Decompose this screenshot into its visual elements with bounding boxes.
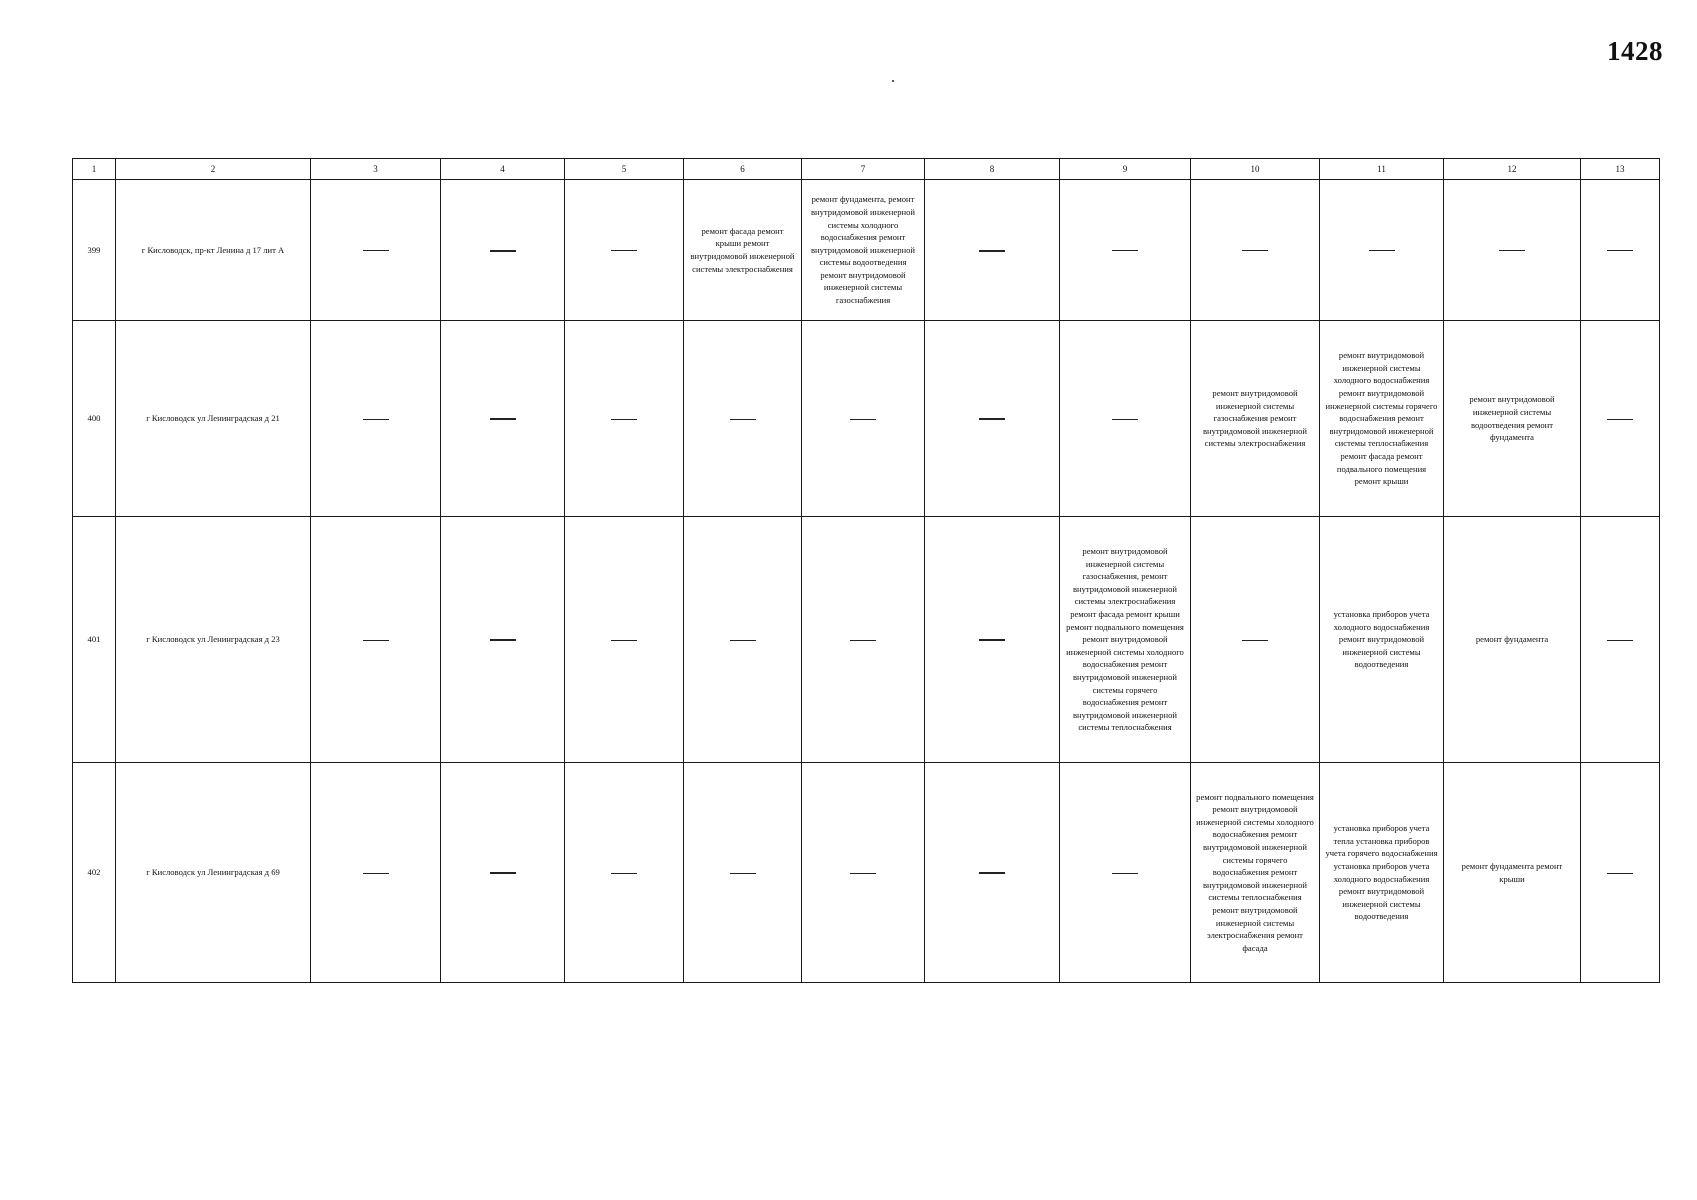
dash-mark xyxy=(611,873,637,874)
work-description-cell xyxy=(1060,517,1191,763)
work-description: ремонт внутридомовой инженерной системы газоснабжения, ремонт внутридомовой инженерной системы электроснабжения ремонт фасада ремонт крыши ремонт подвального помещения ремонт внутридомовой инженерной системы холодного водоснабжения ремонт внутридомовой инженерной системы горячего водоснабжения ремонт внутридомовой инженерной системы теплоснабжения xyxy=(1066,546,1184,733)
work-description-cell xyxy=(1444,321,1581,517)
work-description: ремонт внутридомовой инженерной системы водоотведения ремонт фундамента xyxy=(1469,394,1555,443)
empty-dash-cell xyxy=(1060,321,1191,517)
empty-dash-cell xyxy=(802,517,925,763)
dash-mark xyxy=(730,873,756,874)
empty-dash-cell xyxy=(441,180,565,321)
dash-mark xyxy=(363,873,389,874)
column-header: 5 xyxy=(565,159,684,180)
empty-dash-cell xyxy=(1060,180,1191,321)
dash-mark xyxy=(1499,250,1525,251)
dash-mark xyxy=(850,640,876,641)
empty-dash-cell xyxy=(1581,321,1660,517)
empty-dash-cell xyxy=(925,517,1060,763)
empty-dash-cell xyxy=(441,517,565,763)
column-header: 12 xyxy=(1444,159,1581,180)
dash-mark xyxy=(1607,419,1633,420)
address-cell: г Кисловодск ул Ленинградская д 23 xyxy=(116,517,311,763)
empty-dash-cell xyxy=(441,763,565,983)
empty-dash-cell xyxy=(925,180,1060,321)
row-number: 400 xyxy=(73,321,116,517)
address-cell: г Кисловодск, пр-кт Ленина д 17 лит А xyxy=(116,180,311,321)
dash-mark xyxy=(490,250,516,252)
empty-dash-cell xyxy=(1060,763,1191,983)
dash-mark xyxy=(1607,250,1633,251)
empty-dash-cell xyxy=(1581,763,1660,983)
empty-dash-cell xyxy=(311,763,441,983)
work-description: ремонт фундамента ремонт крыши xyxy=(1461,860,1563,884)
table-row xyxy=(73,321,1660,517)
work-description: установка приборов учета тепла установка приборов учета горячего водоснабжения установка приборов учета холодного водоснабжения ремонт внутридомовой инженерной системы водоотведения xyxy=(1325,823,1438,922)
dash-mark xyxy=(1112,250,1138,251)
empty-dash-cell xyxy=(311,517,441,763)
column-header: 8 xyxy=(925,159,1060,180)
dash-mark xyxy=(1607,873,1633,874)
dash-mark xyxy=(1607,640,1633,641)
empty-dash-cell xyxy=(925,321,1060,517)
dash-mark xyxy=(490,639,516,641)
empty-dash-cell xyxy=(565,180,684,321)
empty-dash-cell xyxy=(441,321,565,517)
work-description-cell xyxy=(1444,517,1581,763)
work-description: установка приборов учета холодного водоснабжения ремонт внутридомовой инженерной системы водоотведения xyxy=(1333,609,1430,670)
column-header: 3 xyxy=(311,159,441,180)
dash-mark xyxy=(1242,640,1268,641)
empty-dash-cell xyxy=(565,321,684,517)
work-description: ремонт внутридомовой инженерной системы холодного водоснабжения ремонт внутридомовой инженерной системы горячего водоснабжения ремонт внутридомовой инженерной системы теплоснабжения ремонт фасада ремонт подвального помещения ремонт крыши xyxy=(1325,350,1438,487)
column-header: 13 xyxy=(1581,159,1660,180)
empty-dash-cell xyxy=(565,517,684,763)
column-header: 1 xyxy=(73,159,116,180)
empty-dash-cell xyxy=(684,321,802,517)
dash-mark xyxy=(611,419,637,420)
dash-mark xyxy=(979,250,1005,252)
dash-mark xyxy=(730,419,756,420)
column-header: 4 xyxy=(441,159,565,180)
dash-mark xyxy=(363,640,389,641)
empty-dash-cell xyxy=(925,763,1060,983)
column-header: 11 xyxy=(1320,159,1444,180)
address-cell: г Кисловодск ул Ленинградская д 69 xyxy=(116,763,311,983)
table-row xyxy=(73,180,1660,321)
work-description: ремонт фундамента, ремонт внутридомовой инженерной системы холодного водоснабжения ремонт внутридомовой инженерной системы водоотведения ремонт внутридомовой инженерной системы газоснабжения xyxy=(810,194,916,306)
empty-dash-cell xyxy=(1191,180,1320,321)
empty-dash-cell xyxy=(565,763,684,983)
empty-dash-cell xyxy=(1191,517,1320,763)
dash-mark xyxy=(730,640,756,641)
dash-mark xyxy=(490,418,516,420)
empty-dash-cell xyxy=(1444,180,1581,321)
dash-mark xyxy=(611,250,637,251)
work-description-cell xyxy=(1320,763,1444,983)
dash-mark xyxy=(1112,419,1138,420)
empty-dash-cell xyxy=(802,321,925,517)
dash-mark xyxy=(979,872,1005,874)
dash-mark xyxy=(490,872,516,874)
empty-dash-cell xyxy=(1581,517,1660,763)
dash-mark xyxy=(1369,250,1395,251)
empty-dash-cell xyxy=(684,763,802,983)
work-description-cell xyxy=(1444,763,1581,983)
column-header: 7 xyxy=(802,159,925,180)
repair-schedule-table xyxy=(72,158,1660,983)
row-number: 402 xyxy=(73,763,116,983)
column-header: 2 xyxy=(116,159,311,180)
empty-dash-cell xyxy=(802,763,925,983)
column-header: 9 xyxy=(1060,159,1191,180)
work-description-cell xyxy=(1320,517,1444,763)
work-description: ремонт подвального помещения ремонт внутридомовой инженерной системы холодного водоснабжения ремонт внутридомовой инженерной системы горячего водоснабжения ремонт внутридомовой инженерной системы теплоснабжения ремонт внутридомовой инженерной системы электроснабжения ремонт фасада xyxy=(1196,791,1314,953)
work-description: ремонт фундамента xyxy=(1475,634,1549,645)
row-number: 399 xyxy=(73,180,116,321)
column-header: 10 xyxy=(1191,159,1320,180)
work-description-cell xyxy=(802,180,925,321)
dash-mark xyxy=(611,640,637,641)
work-description: ремонт фасада ремонт крыши ремонт внутридомовой инженерной системы электроснабжения xyxy=(690,225,795,274)
dash-mark xyxy=(363,419,389,420)
table-row xyxy=(73,763,1660,983)
empty-dash-cell xyxy=(311,321,441,517)
empty-dash-cell xyxy=(684,517,802,763)
dash-mark xyxy=(1112,873,1138,874)
column-header: 6 xyxy=(684,159,802,180)
table-row xyxy=(73,517,1660,763)
work-description: ремонт внутридомовой инженерной системы газоснабжения ремонт внутридомовой инженерной системы электроснабжения xyxy=(1202,388,1308,449)
work-description-cell xyxy=(1320,321,1444,517)
row-number: 401 xyxy=(73,517,116,763)
dash-mark xyxy=(363,250,389,251)
empty-dash-cell xyxy=(1320,180,1444,321)
dash-mark xyxy=(1242,250,1268,251)
dash-mark xyxy=(850,873,876,874)
dash-mark xyxy=(979,418,1005,420)
scan-speck xyxy=(892,80,894,82)
header-row xyxy=(73,159,1660,180)
dash-mark xyxy=(850,419,876,420)
work-description-cell xyxy=(1191,321,1320,517)
work-description-cell xyxy=(684,180,802,321)
empty-dash-cell xyxy=(311,180,441,321)
dash-mark xyxy=(979,639,1005,641)
work-description-cell xyxy=(1191,763,1320,983)
address-cell: г Кисловодск ул Ленинградская д 21 xyxy=(116,321,311,517)
empty-dash-cell xyxy=(1581,180,1660,321)
page-number: 1428 xyxy=(1607,36,1663,66)
